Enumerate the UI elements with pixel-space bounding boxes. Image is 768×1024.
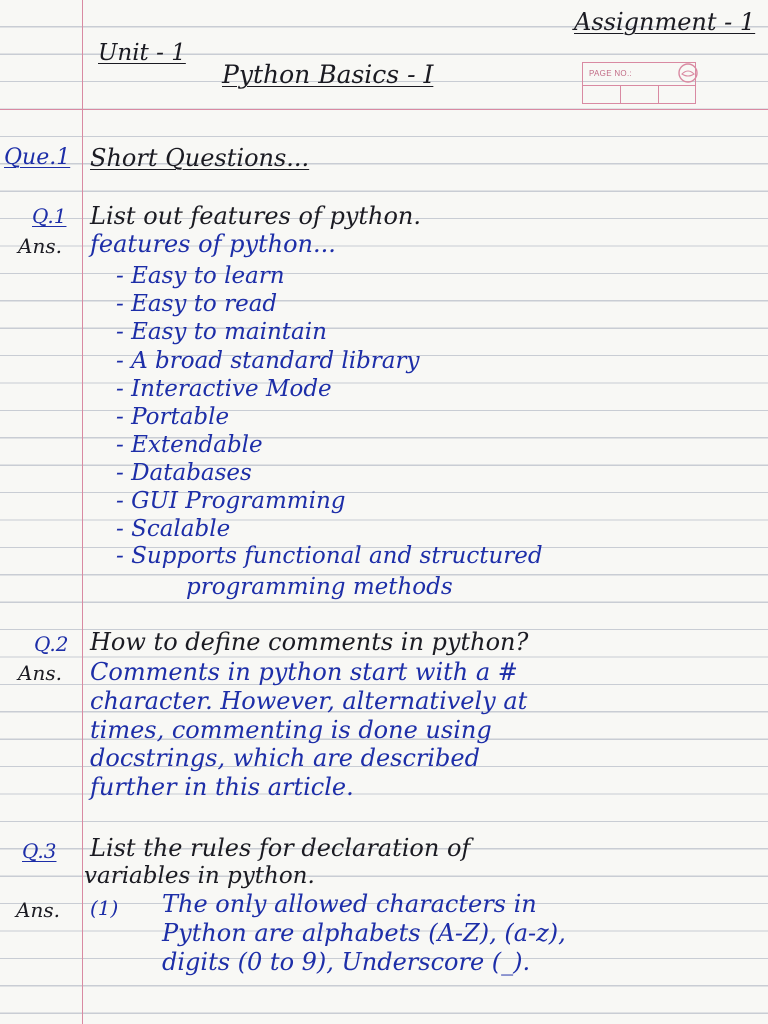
answer-line: digits (0 to 9), Underscore (_). — [162, 948, 531, 976]
q1-ans-label: Ans. — [18, 234, 62, 258]
page-title: Python Basics - I — [222, 60, 434, 89]
page-no-label: PAGE NO.: — [589, 69, 633, 78]
list-item: - GUI Programming — [116, 488, 346, 514]
q1-question: List out features of python. — [90, 202, 422, 230]
section-label: Que.1 — [4, 145, 71, 170]
list-item: - Scalable — [116, 516, 231, 542]
answer-line: Python are alphabets (A-Z), (a-z), — [162, 919, 566, 947]
answer-line: Comments in python start with a # — [90, 658, 518, 686]
q1-intro: features of python... — [90, 230, 336, 258]
q2-number: Q.2 — [34, 632, 69, 656]
q3-number: Q.3 — [22, 839, 57, 863]
notebook-logo-icon — [677, 62, 699, 84]
assignment-heading: Assignment - 1 — [574, 8, 756, 36]
list-item: - Easy to maintain — [116, 319, 327, 345]
list-item: - Interactive Mode — [116, 376, 332, 402]
unit-heading: Unit - 1 — [98, 40, 186, 66]
q2-ans-label: Ans. — [18, 661, 62, 685]
list-item: - Databases — [116, 460, 252, 486]
q3-ans-label: Ans. — [16, 898, 60, 922]
answer-line: further in this article. — [90, 773, 354, 801]
list-item: - Supports functional and structured — [116, 543, 543, 569]
list-item-continuation: programming methods — [186, 574, 453, 600]
list-item: - Easy to read — [116, 291, 278, 317]
answer-line: The only allowed characters in — [162, 890, 537, 918]
answer-line: character. However, alternatively at — [90, 687, 528, 715]
list-item: - A broad standard library — [116, 348, 420, 374]
q1-number: Q.1 — [32, 204, 67, 228]
q3-point-number: (1) — [90, 896, 119, 920]
list-item: - Extendable — [116, 432, 263, 458]
q3-question-line1: List the rules for declaration of — [90, 834, 471, 862]
top-margin-line — [0, 109, 768, 110]
list-item: - Easy to learn — [116, 263, 285, 289]
answer-line: times, commenting is done using — [90, 716, 492, 744]
q2-question: How to define comments in python? — [90, 628, 529, 656]
section-title: Short Questions... — [90, 144, 310, 172]
list-item: - Portable — [116, 404, 230, 430]
q3-question-line2: variables in python. — [84, 863, 315, 889]
left-margin-line — [82, 0, 83, 1024]
answer-line: docstrings, which are described — [90, 744, 480, 772]
